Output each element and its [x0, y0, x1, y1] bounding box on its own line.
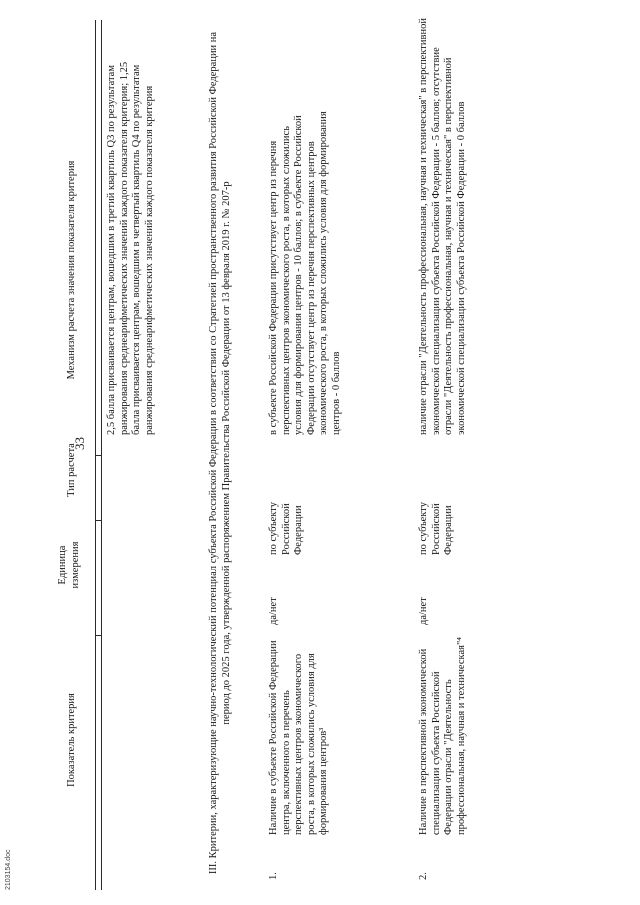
row-2-mechanism: наличие отрасли "Деятельность профессиональная, научная и техническая" в перспективной экономической специализации субъекта Российской Федерации - 5 баллов; отсутствие отрасли "Деятельность профессиональная, научная и техническая" в перспективной экономической специализации субъекта Российской Федерации - 0 баллов — [418, 18, 467, 435]
row-1-indicator: Наличие в субъекте Российской Федерации центра, включенного в перечень перспективных центров экономического роста, в которых сложились условия для формирования центров³ — [268, 640, 330, 835]
row-2-unit: да/нет — [418, 597, 429, 625]
row-1-mechanism: в субъекте Российской Федерации присутствует центр из перечня перспективных центров экономического роста, в которых сложились условия для формирования центров - 10 баллов; в субъекте Российской Федерации отсутствует центр из перечня перспективных центров экономического роста, в которых сложились условия для формирования центров - 0 баллов — [268, 111, 342, 435]
row-1-unit: да/нет — [268, 597, 279, 625]
column-separator-2 — [95, 520, 101, 521]
row-2-number: 2. — [418, 872, 429, 880]
continuation-text: 2,5 балла присваивается центрам, вошедшим в третий квартиль Q3 по результатам ранжирования среднеарифметических значений каждого показателя критерия; 1,25 балла присваивается центрам, вошедшим в четвертый квартиль Q4 по результатам ранжирования среднеарифметических значений каждого показателя критерия — [106, 61, 155, 435]
table-rule-header-bottom — [101, 20, 102, 890]
page-number: 33 — [72, 437, 87, 450]
column-separator-3 — [95, 455, 101, 456]
header-unit: Единица измерения — [57, 541, 81, 589]
row-1-calc-type: по субъекту Российской Федерации — [268, 502, 305, 555]
row-1-number: 1. — [268, 872, 279, 880]
section-title: III. Критерии, характеризующие научно-технологический потенциал субъекта Российской Федерации в соответствии со Стратегией пространственного развития Российской Федерации на период до 2025 года, утвержденной распоряжением Правительства Российской Федерации от 13 февраля 2019 г. № 207-р — [208, 31, 232, 875]
header-indicator: Показатель критерия — [66, 693, 77, 787]
column-separator-1 — [95, 635, 101, 636]
header-calc-type: Тип расчета — [66, 443, 77, 497]
row-2-indicator: Наличие в перспективной экономической специализации субъекта Российской Федерации отрасли "Деятельность профессиональная, научная и техническая"⁴ — [418, 637, 467, 835]
row-2-calc-type: по субъекту Российской Федерации — [418, 502, 455, 555]
footer-file-code: 2103154.doc — [5, 849, 12, 890]
header-mechanism: Механизм расчета значения показателя критерия — [66, 160, 77, 380]
